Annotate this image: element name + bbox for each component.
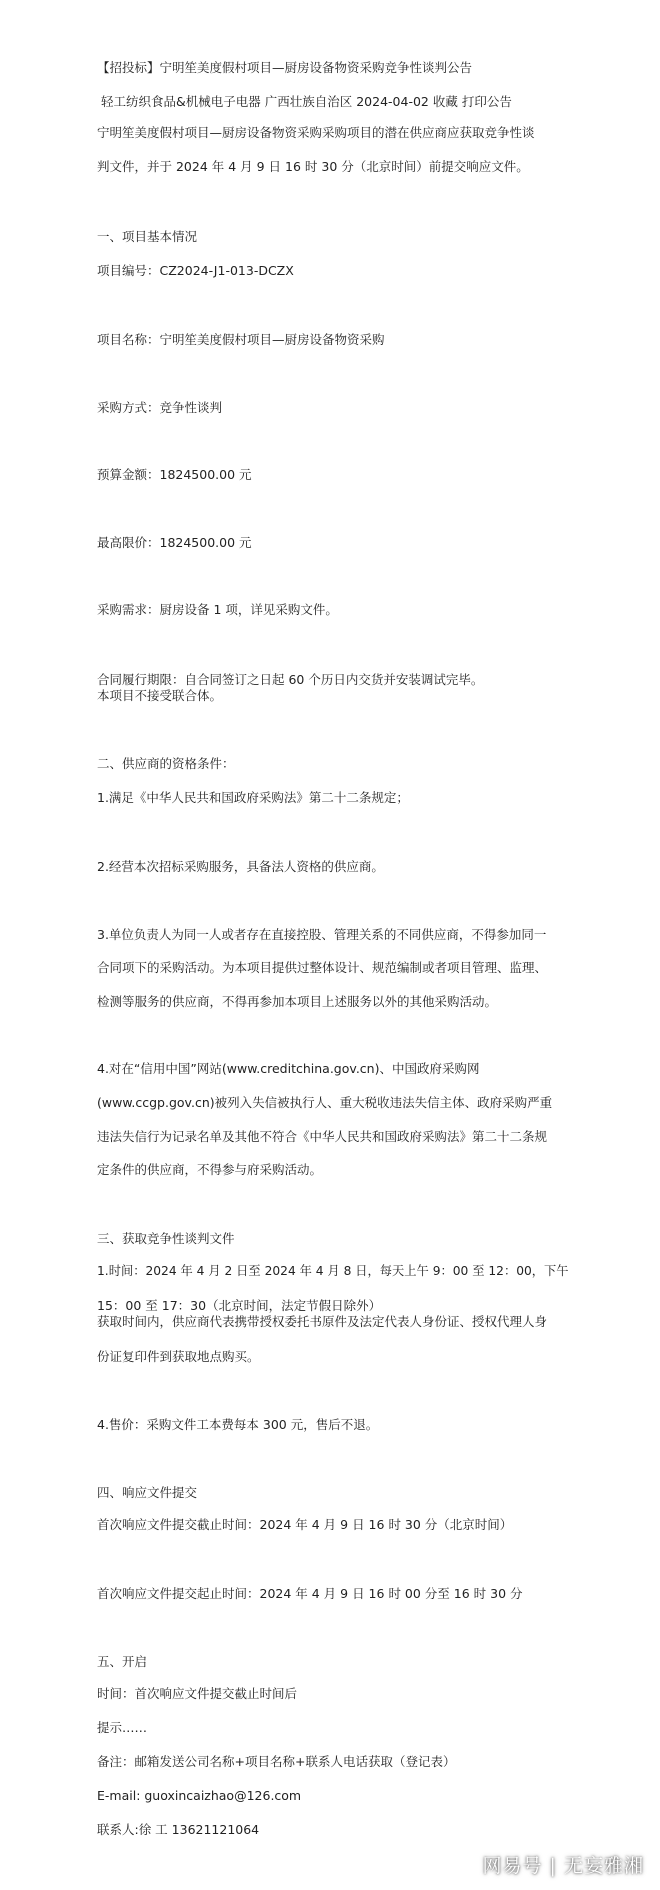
contact-person: 联系人:徐 工 13621121064 (97, 1822, 260, 1837)
project-name: 项目名称：宁明笙美度假村项目—厨房设备物资采购 (97, 332, 385, 347)
section2-heading: 二、供应商的资格条件： (97, 756, 235, 771)
obtain-method-line-2: 份证复印件到获取地点购买。 (97, 1349, 260, 1364)
intro-line-1: 宁明笙美度假村项目—厨房设备物资采购采购项目的潜在供应商应获取竞争性谈 (97, 125, 535, 140)
qualification-3-line-3: 检测等服务的供应商，不得再参加本项目上述服务以外的其他采购活动。 (97, 994, 498, 1009)
section1-heading: 一、项目基本情况 (97, 229, 198, 244)
watermark: 网易号 | 无妄雅湘 (482, 1855, 644, 1877)
procurement-demand: 采购需求：厨房设备 1 项，详见采购文件。 (97, 602, 338, 617)
submission-start: 首次响应文件提交起止时间：2024 年 4 月 9 日 16 时 00 分至 16 时 30 分 (97, 1586, 523, 1601)
budget-amount: 预算金额：1824500.00 元 (97, 467, 252, 482)
section5-heading: 五、开启 (97, 1654, 148, 1669)
hint-text: 提示…… (97, 1720, 148, 1735)
qualification-3-line-1: 3.单位负责人为同一人或者存在直接控股、管理关系的不同供应商，不得参加同一 (97, 927, 547, 942)
procurement-method: 采购方式：竞争性谈判 (97, 400, 223, 415)
consortium-note: 本项目不接受联合体。 (97, 688, 223, 703)
print-link[interactable]: 打印公告 (461, 94, 512, 109)
meta-line (101, 93, 574, 111)
qualification-1: 1.满足《中华人民共和国政府采购法》第二十二条规定； (97, 790, 409, 805)
meta-region[interactable]: 广西壮族自治区 (264, 94, 353, 109)
meta-category[interactable]: 轻工纺织食品&机械电子电器 (101, 94, 261, 109)
section3-heading: 三、获取竞争性谈判文件 (97, 1231, 235, 1246)
contract-period: 合同履行期限：自合同签订之日起 60 个历日内交货并安装调试完毕。 (97, 672, 484, 687)
title: 【招投标】宁明笙美度假村项目—厨房设备物资采购竞争性谈判公告 (97, 60, 473, 75)
obtain-time-line-2: 15：00 至 17：30（北京时间，法定节假日除外） (97, 1298, 382, 1313)
project-number: 项目编号：CZ2024-J1-013-DCZX (97, 263, 294, 278)
qualification-4-line-3: 违法失信行为记录名单及其他不符合《中华人民共和国政府采购法》第二十二条规 (97, 1129, 548, 1144)
meta-date: 2024-04-02 (356, 94, 429, 109)
qualification-3-line-2: 合同项下的采购活动。为本项目提供过整体设计、规范编制或者项目管理、监理、 (97, 960, 548, 975)
submission-deadline: 首次响应文件提交截止时间：2024 年 4 月 9 日 16 时 30 分（北京时间） (97, 1517, 513, 1532)
qualification-4-line-1: 4.对在“信用中国”网站(www.creditchina.gov.cn)、中国政府采购网 (97, 1061, 480, 1076)
intro-line-2: 判文件，并于 2024 年 4 月 9 日 16 时 30 分（北京时间）前提交响应文件。 (97, 159, 529, 174)
obtain-time-line-1: 1.时间：2024 年 4 月 2 日至 2024 年 4 月 8 日，每天上午 9：00 至 12：00，下午 (97, 1264, 569, 1278)
contact-email[interactable]: E-mail: guoxincaizhao@126.com (97, 1788, 302, 1803)
obtain-method-line-1: 获取时间内，供应商代表携带授权委托书原件及法定代表人身份证、授权代理人身 (97, 1314, 548, 1329)
opening-time: 时间：首次响应文件提交截止时间后 (97, 1686, 298, 1701)
document-price: 4.售价：采购文件工本费每本 300 元，售后不退。 (97, 1417, 379, 1432)
qualification-2: 2.经营本次招标采购服务，具备法人资格的供应商。 (97, 859, 384, 874)
qualification-4-line-2: (www.ccgp.gov.cn)被列入失信被执行人、重大税收违法失信主体、政府采购严重 (97, 1095, 553, 1110)
qualification-4-line-4: 定条件的供应商，不得参与府采购活动。 (97, 1162, 323, 1177)
favorite-link[interactable]: 收藏 (432, 94, 458, 109)
max-price: 最高限价：1824500.00 元 (97, 535, 252, 550)
section4-heading: 四、响应文件提交 (97, 1485, 198, 1500)
remark-text: 备注：邮箱发送公司名称+项目名称+联系人电话获取（登记表） (97, 1754, 456, 1769)
